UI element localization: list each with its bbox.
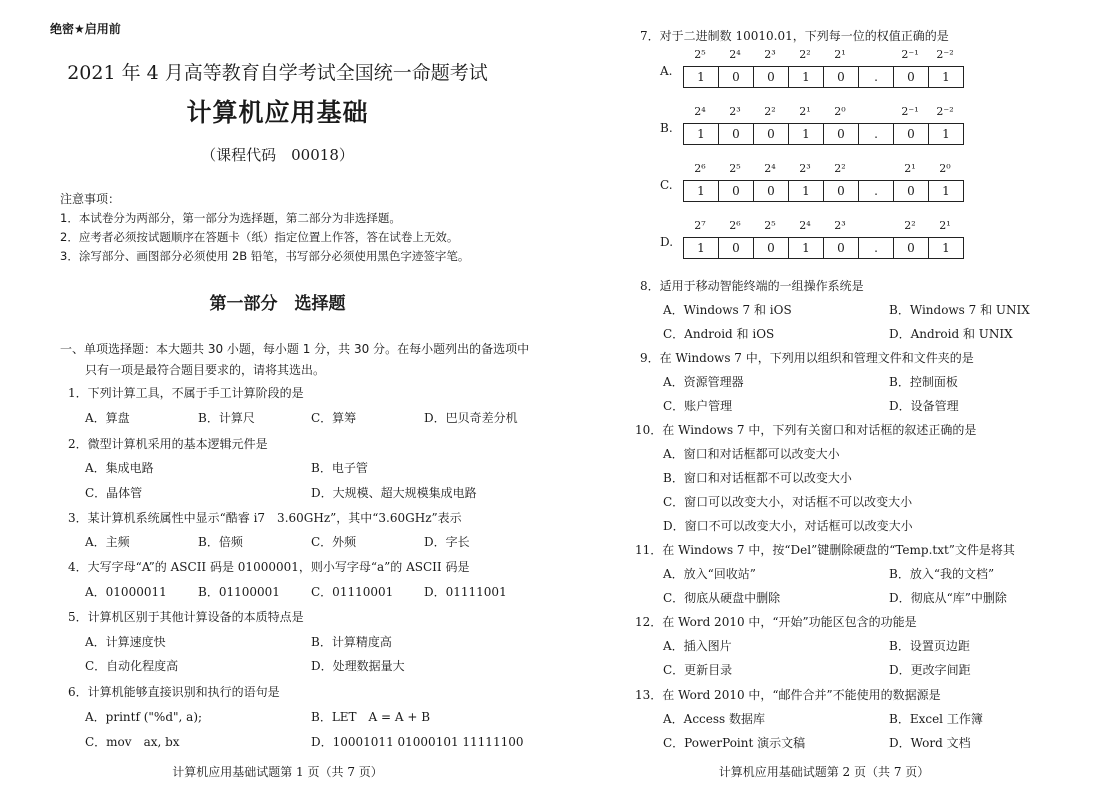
q7-digit-cell: 1 <box>684 181 719 201</box>
q7-weight: 2⁻² <box>936 48 954 61</box>
q7-weight: 2⁰ <box>939 162 951 175</box>
option: D．大规模、超大规模集成电路 <box>311 486 477 500</box>
q7-weight: 2⁰ <box>834 105 846 118</box>
option: D．设备管理 <box>889 399 959 413</box>
question-stem: 10．在 Windows 7 中，下列有关窗口和对话框的叙述正确的是 <box>635 423 977 437</box>
notice-item: 1．本试卷分为两部分，第一部分为选择题，第二部分为非选择题。 <box>60 211 401 225</box>
option: C．更新目录 <box>663 663 733 677</box>
section-heading-cont: 只有一项是最符合题目要求的，请将其选出。 <box>85 363 326 377</box>
q7-option-label: D. <box>660 235 674 249</box>
question-stem: 12．在 Word 2010 中，“开始”功能区包含的功能是 <box>635 615 917 629</box>
option: A．放入“回收站” <box>663 567 756 581</box>
q7-digit-cell: 0 <box>754 124 789 144</box>
option: C．账户管理 <box>663 399 733 413</box>
option: A．插入图片 <box>663 639 732 653</box>
q7-digit-cell: 1 <box>684 67 719 87</box>
q7-weight: 2⁴ <box>764 162 776 175</box>
q7-weight: 2³ <box>729 105 741 118</box>
option: B．控制面板 <box>889 375 958 389</box>
q7-weight: 2¹ <box>939 219 951 232</box>
option: A．计算速度快 <box>85 635 166 649</box>
q7-digit-row <box>683 180 964 202</box>
option: B．电子管 <box>311 461 368 475</box>
option: A．Access 数据库 <box>663 712 766 726</box>
q7-weight: 2⁵ <box>694 48 706 61</box>
q7-weight: 2¹ <box>799 105 811 118</box>
question-stem: 3．某计算机系统属性中显示“酷睿 i7 3.60GHz”，其中“3.60GHz”表示 <box>68 511 462 525</box>
q7-weight: 2⁵ <box>764 219 776 232</box>
q7-digit-cell: 0 <box>719 124 754 144</box>
page-footer: 计算机应用基础试题第 1 页（共 7 页） <box>172 765 383 779</box>
q7-digit-cell: 0 <box>719 181 754 201</box>
q7-weight: 2⁻¹ <box>901 48 919 61</box>
option: C．PowerPoint 演示文稿 <box>663 736 806 750</box>
option: C．Android 和 iOS <box>663 327 775 341</box>
question-stem: 13．在 Word 2010 中，“邮件合并”不能使用的数据源是 <box>635 688 941 702</box>
q7-digit-row <box>683 237 964 259</box>
q7-weight: 2⁵ <box>729 162 741 175</box>
q7-weight: 2⁷ <box>694 219 706 232</box>
q7-weight: 2⁴ <box>694 105 706 118</box>
option: D．字长 <box>424 535 470 549</box>
option: A．资源管理器 <box>663 375 744 389</box>
q7-weight: 2² <box>834 162 846 175</box>
question-stem: 2．微型计算机采用的基本逻辑元件是 <box>68 437 268 451</box>
q7-digit-cell: 1 <box>789 181 824 201</box>
q7-digit-cell: 0 <box>719 67 754 87</box>
right-page <box>555 0 1093 798</box>
option: A．01000011 <box>85 585 167 599</box>
q7-digit-cell: 0 <box>894 238 929 258</box>
option: B．窗口和对话框都不可以改变大小 <box>663 471 852 485</box>
question-stem: 1．下列计算工具，不属于手工计算阶段的是 <box>68 386 304 400</box>
q7-digit-cell: 1 <box>789 67 824 87</box>
q7-digit-cell: 0 <box>824 124 859 144</box>
exam-title: 2021 年 4 月高等教育自学考试全国统一命题考试 <box>67 62 488 84</box>
q7-weight: 2³ <box>799 162 811 175</box>
part-title: 第一部分 选择题 <box>209 294 346 314</box>
notice-item: 2．应考者必须按试题顺序在答题卡（纸）指定位置上作答，答在试卷上无效。 <box>60 230 459 244</box>
option: B．Excel 工作簿 <box>889 712 983 726</box>
option: C．彻底从硬盘中删除 <box>663 591 781 605</box>
option: B．LET A = A + B <box>311 710 431 724</box>
option: C．01110001 <box>311 585 394 599</box>
q7-weight: 2¹ <box>834 48 846 61</box>
option: D．01111001 <box>424 585 507 599</box>
q7-digit-cell: . <box>859 67 894 87</box>
question-stem: 6．计算机能够直接识别和执行的语句是 <box>68 685 280 699</box>
option: D．Android 和 UNIX <box>889 327 1013 341</box>
q7-weight: 2³ <box>834 219 846 232</box>
option: B．放入“我的文档” <box>889 567 995 581</box>
q7-weight: 2² <box>764 105 776 118</box>
q7-digit-cell: 1 <box>942 184 950 198</box>
option: B．倍频 <box>198 535 243 549</box>
option: D．窗口不可以改变大小，对话框可以改变大小 <box>663 519 913 533</box>
secret-mark: 绝密★启用前 <box>50 22 121 36</box>
q7-weight: 2⁶ <box>694 162 706 175</box>
q7-weight: 2⁴ <box>729 48 741 61</box>
q7-weight: 2⁶ <box>729 219 741 232</box>
option: A．窗口和对话框都可以改变大小 <box>663 447 840 461</box>
question-stem: 7．对于二进制数 10010.01，下列每一位的权值正确的是 <box>640 29 949 43</box>
option: A．Windows 7 和 iOS <box>663 303 792 317</box>
q7-digit-row <box>683 123 964 145</box>
question-stem: 5．计算机区别于其他计算设备的本质特点是 <box>68 610 304 624</box>
subject-title: 计算机应用基础 <box>186 98 369 127</box>
q7-digit-cell: 1 <box>684 238 719 258</box>
option: B．01100001 <box>198 585 280 599</box>
option: B．Windows 7 和 UNIX <box>889 303 1030 317</box>
q7-digit-cell: 1 <box>789 238 824 258</box>
q7-digit-cell: 0 <box>824 181 859 201</box>
q7-digit-cell: . <box>859 181 894 201</box>
option: B．计算精度高 <box>311 635 392 649</box>
q7-digit-row <box>683 66 964 88</box>
option: D．10001011 01000101 11111100 <box>311 735 524 749</box>
option: C．晶体管 <box>85 486 143 500</box>
q7-digit-cell: 1 <box>789 124 824 144</box>
option: C．自动化程度高 <box>85 659 179 673</box>
option: A．printf ("%d", a); <box>85 710 203 724</box>
q7-digit-cell: 1 <box>942 241 950 255</box>
option: A．主频 <box>85 535 130 549</box>
option: C．算筹 <box>311 411 357 425</box>
q7-weight: 2⁻¹ <box>901 105 919 118</box>
q7-weight: 2³ <box>764 48 776 61</box>
question-stem: 9．在 Windows 7 中，下列用以组织和管理文件和文件夹的是 <box>640 351 974 365</box>
q7-digit-cell: 0 <box>824 67 859 87</box>
question-stem: 8．适用于移动智能终端的一组操作系统是 <box>640 279 864 293</box>
q7-digit-cell: . <box>859 124 894 144</box>
q7-digit-cell: 0 <box>894 124 929 144</box>
option: C．窗口可以改变大小，对话框不可以改变大小 <box>663 495 913 509</box>
q7-option-label: A. <box>660 64 673 78</box>
option: D．更改字间距 <box>889 663 971 677</box>
q7-weight: 2⁻² <box>936 105 954 118</box>
option: A．算盘 <box>85 411 130 425</box>
q7-digit-cell: 1 <box>942 127 950 141</box>
option: D．Word 文档 <box>889 736 971 750</box>
question-stem: 4．大写字母“A”的 ASCII 码是 01000001，则小写字母“a”的 ASCII 码是 <box>68 560 470 574</box>
option: C．外频 <box>311 535 357 549</box>
q7-digit-cell: . <box>859 238 894 258</box>
option: D．彻底从“库”中删除 <box>889 591 1007 605</box>
q7-weight: 2⁴ <box>799 219 811 232</box>
q7-digit-cell: 0 <box>754 181 789 201</box>
section-heading: 一、单项选择题：本大题共 30 小题，每小题 1 分，共 30 分。在每小题列出的备选项中 <box>60 342 530 356</box>
course-code: （课程代码 00018） <box>201 146 354 164</box>
page-footer: 计算机应用基础试题第 2 页（共 7 页） <box>718 765 930 779</box>
q7-digit-cell: 0 <box>894 67 929 87</box>
q7-digit-cell: 0 <box>754 67 789 87</box>
option: A．集成电路 <box>85 461 154 475</box>
q7-digit-cell: 0 <box>719 238 754 258</box>
q7-digit-cell: 0 <box>754 238 789 258</box>
q7-weight: 2¹ <box>904 162 916 175</box>
option: D．巴贝奇差分机 <box>424 411 518 425</box>
notice-heading: 注意事项： <box>60 192 121 206</box>
q7-option-label: C. <box>660 178 673 192</box>
q7-digit-cell: 1 <box>942 70 950 84</box>
question-stem: 11．在 Windows 7 中，按“Del”键删除硬盘的“Temp.txt”文件是将其 <box>635 543 1015 557</box>
notice-item: 3．涂写部分、画图部分必须使用 2B 铅笔，书写部分必须使用黑色字迹签字笔。 <box>60 249 470 263</box>
q7-digit-cell: 0 <box>824 238 859 258</box>
q7-digit-cell: 1 <box>684 124 719 144</box>
option: B．计算尺 <box>198 411 255 425</box>
q7-option-label: B. <box>660 121 673 135</box>
option: B．设置页边距 <box>889 639 970 653</box>
q7-weight: 2² <box>904 219 916 232</box>
q7-weight: 2² <box>799 48 811 61</box>
option: C．mov ax, bx <box>85 735 180 749</box>
q7-digit-cell: 0 <box>894 181 929 201</box>
option: D．处理数据量大 <box>311 659 405 673</box>
